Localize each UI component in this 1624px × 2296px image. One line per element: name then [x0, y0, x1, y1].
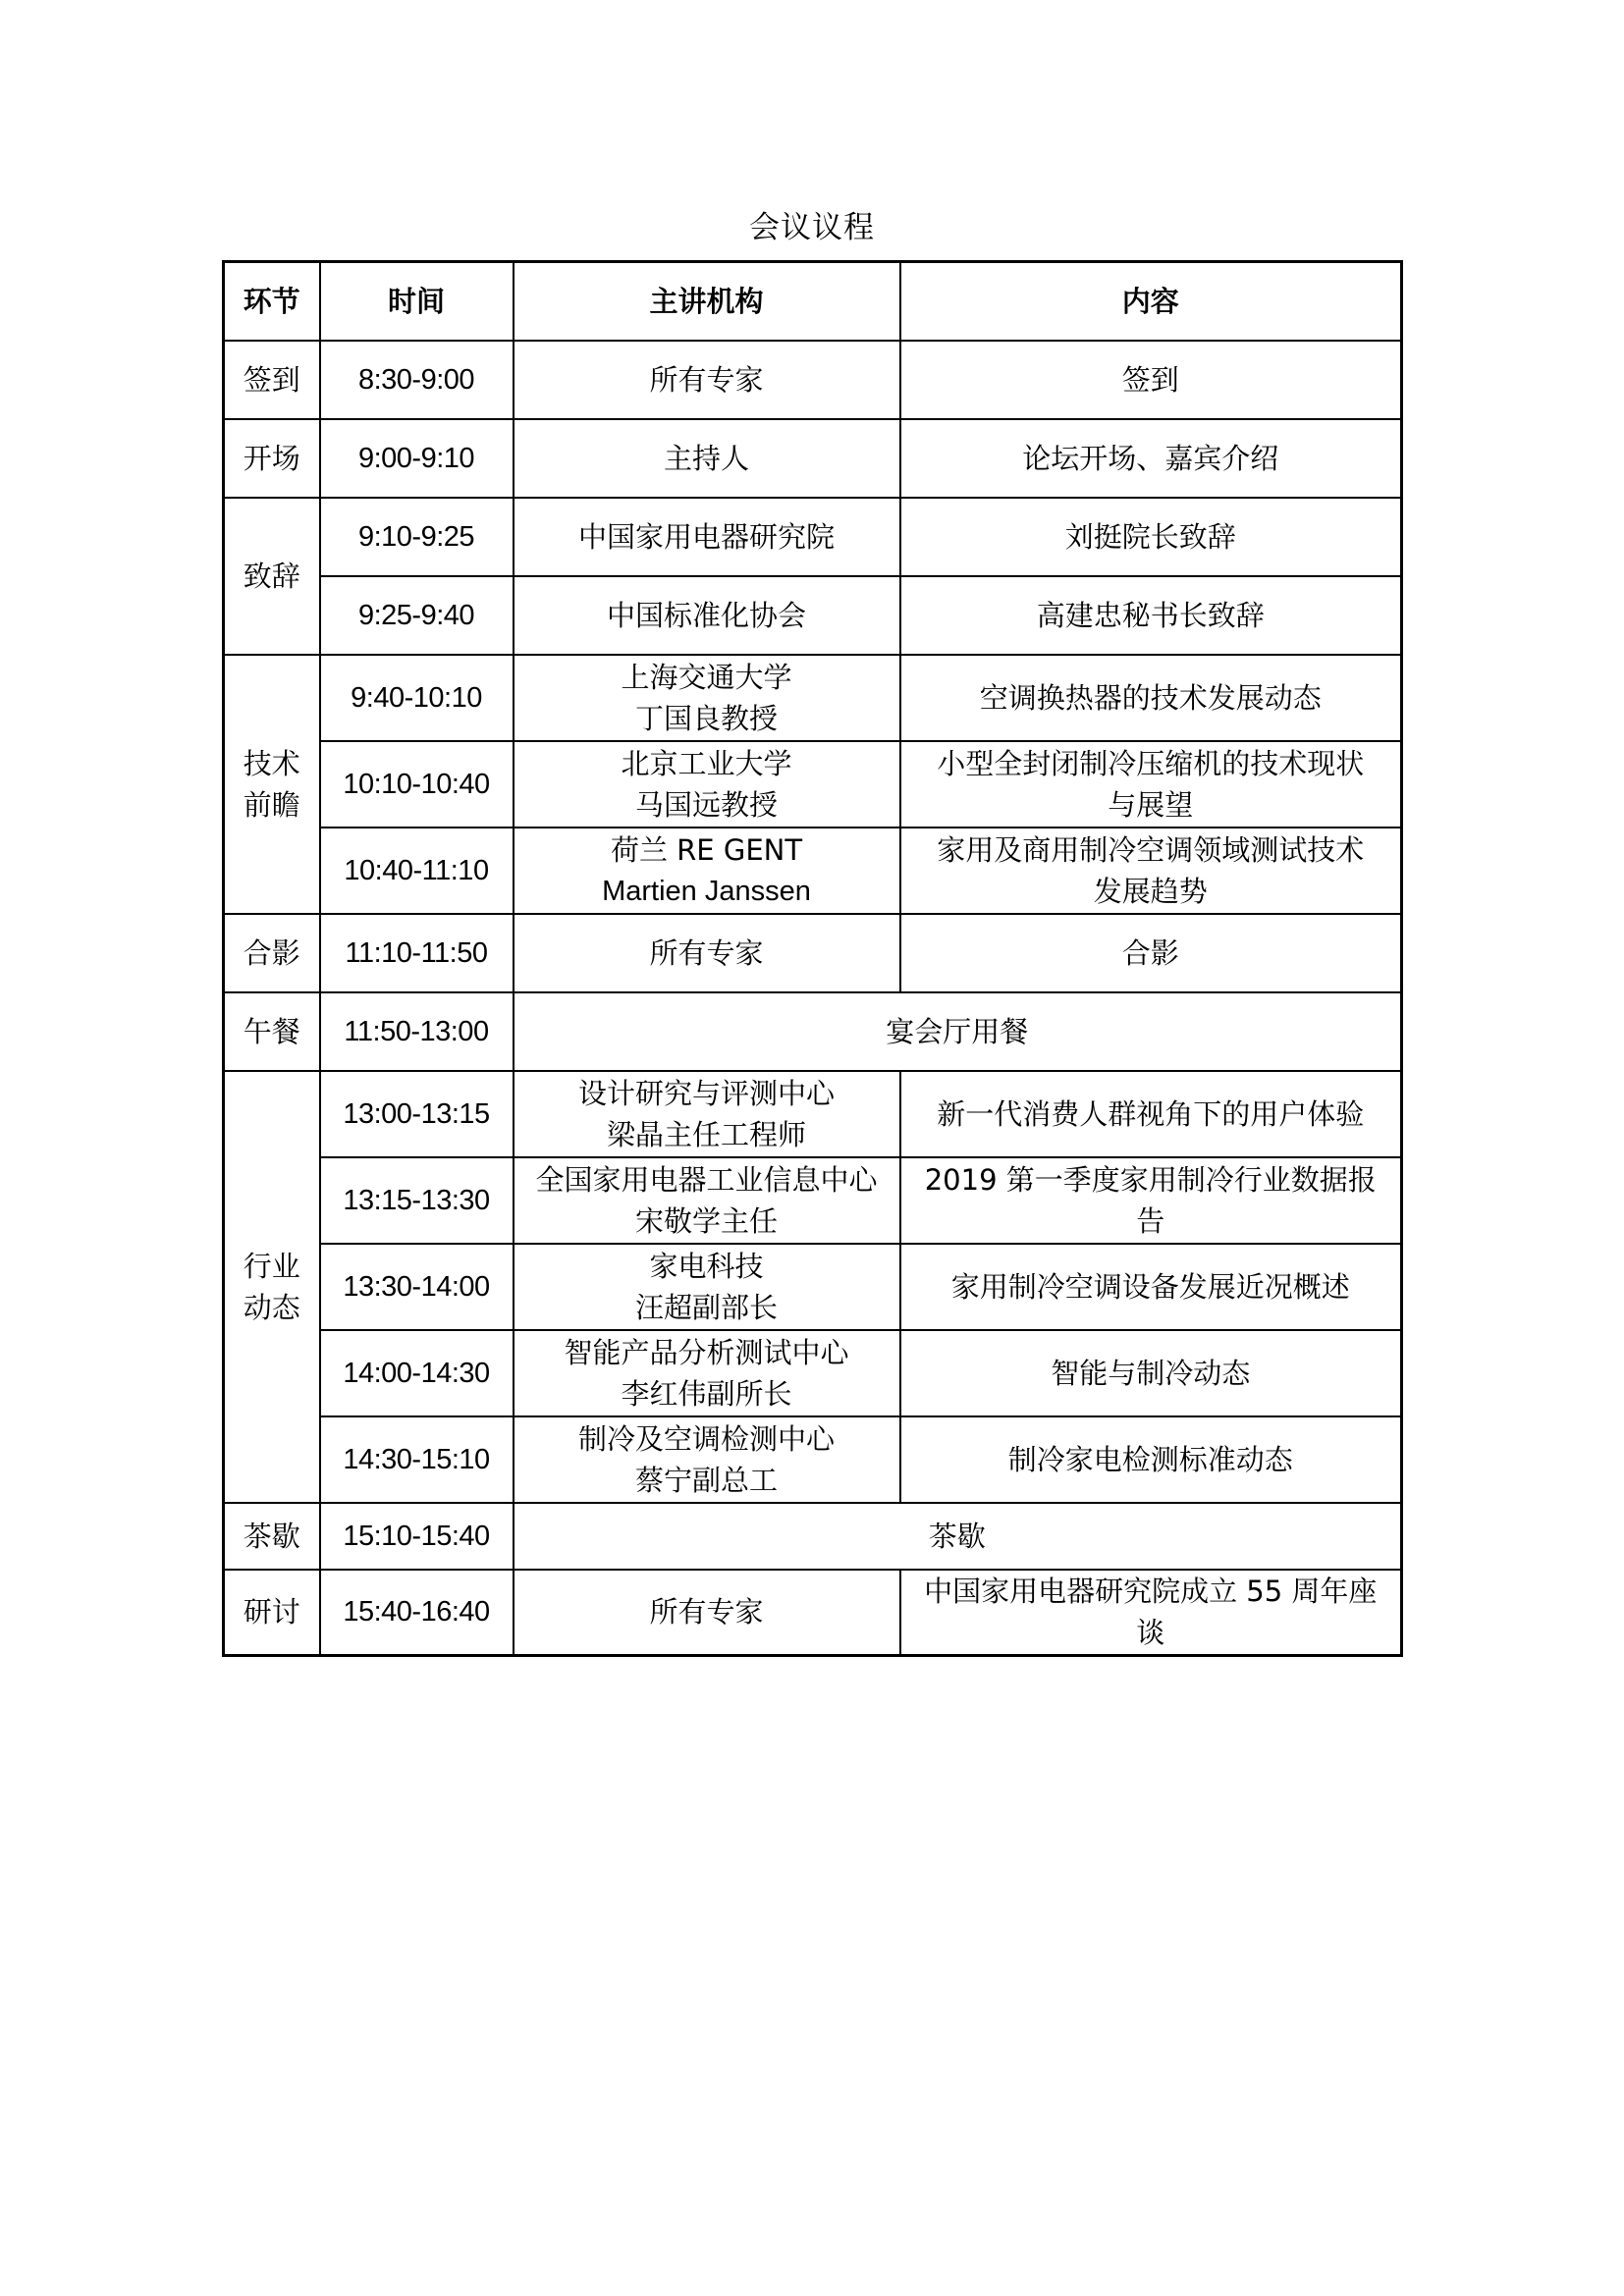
table-row — [224, 1071, 1402, 1157]
org-name: 设计研究与评测中心 — [577, 1076, 835, 1110]
speaker-name: 马国远教授 — [634, 787, 778, 822]
section-cell — [224, 655, 320, 914]
table-row — [224, 419, 1402, 498]
section-line: 前瞻 — [243, 787, 300, 822]
table-row — [224, 1330, 1402, 1416]
section-cell — [224, 1071, 320, 1503]
table-row — [224, 992, 1402, 1071]
time-cell: 15:10-15:40 — [320, 1503, 514, 1570]
time-cell: 9:25-9:40 — [320, 576, 514, 655]
content-cell — [900, 1157, 1402, 1244]
content-cell: 新一代消费人群视角下的用户体验 — [900, 1071, 1402, 1157]
section-cell: 开场 — [224, 419, 320, 498]
header-org: 主讲机构 — [514, 262, 900, 341]
content-cell: 签到 — [900, 341, 1402, 419]
section-cell: 合影 — [224, 914, 320, 992]
table-row — [224, 498, 1402, 576]
time-cell: 13:00-13:15 — [320, 1071, 514, 1157]
merged-cell: 茶歇 — [514, 1503, 1402, 1570]
time-cell: 8:30-9:00 — [320, 341, 514, 419]
org-name: 制冷及空调检测中心 — [577, 1421, 835, 1456]
time-cell: 15:40-16:40 — [320, 1570, 514, 1656]
speaker-name: 宋敬学主任 — [634, 1203, 778, 1238]
time-cell: 13:15-13:30 — [320, 1157, 514, 1244]
org-cell: 主持人 — [514, 419, 900, 498]
content-line: 家用及商用制冷空调领域测试技术 — [937, 832, 1365, 867]
content-cell: 制冷家电检测标准动态 — [900, 1416, 1402, 1503]
org-cell: 所有专家 — [514, 1570, 900, 1656]
table-row — [224, 576, 1402, 655]
section-line: 行业 — [243, 1249, 300, 1283]
content-cell: 家用制冷空调设备发展近况概述 — [900, 1244, 1402, 1330]
content-line: 2019 第一季度家用制冷行业数据报 — [924, 1162, 1377, 1197]
time-cell: 9:40-10:10 — [320, 655, 514, 741]
org-name: 北京工业大学 — [621, 746, 792, 780]
time-cell: 9:00-9:10 — [320, 419, 514, 498]
speaker-name: 丁国良教授 — [634, 701, 778, 735]
content-line: 中国家用电器研究院成立 55 周年座 — [924, 1575, 1378, 1609]
table-row — [224, 1503, 1402, 1570]
org-cell — [514, 1071, 900, 1157]
org-name: 上海交通大学 — [621, 660, 792, 694]
org-cell — [514, 1416, 900, 1503]
content-cell: 智能与制冷动态 — [900, 1330, 1402, 1416]
org-cell — [514, 1244, 900, 1330]
speaker-name: 梁晶主任工程师 — [606, 1117, 806, 1151]
content-cell — [900, 741, 1402, 828]
table-row — [224, 1157, 1402, 1244]
content-line: 与展望 — [1108, 787, 1194, 822]
org-cell: 中国家用电器研究院 — [514, 498, 900, 576]
content-line: 谈 — [1136, 1616, 1165, 1650]
time-cell: 14:00-14:30 — [320, 1330, 514, 1416]
speaker-name: 李红伟副所长 — [621, 1376, 792, 1411]
header-time: 时间 — [320, 262, 514, 341]
org-cell — [514, 1157, 900, 1244]
content-cell: 论坛开场、嘉宾介绍 — [900, 419, 1402, 498]
time-cell: 11:10-11:50 — [320, 914, 514, 992]
time-cell: 10:10-10:40 — [320, 741, 514, 828]
content-cell — [900, 828, 1402, 914]
time-cell: 9:10-9:25 — [320, 498, 514, 576]
time-cell: 11:50-13:00 — [320, 992, 514, 1071]
org-cell: 中国标准化协会 — [514, 576, 900, 655]
time-cell: 10:40-11:10 — [320, 828, 514, 914]
table-row — [224, 741, 1402, 828]
speaker-name: 汪超副部长 — [634, 1290, 778, 1324]
merged-cell: 宴会厅用餐 — [514, 992, 1402, 1071]
section-cell: 午餐 — [224, 992, 320, 1071]
table-row — [224, 655, 1402, 741]
page-title: 会议议程 — [749, 210, 875, 245]
org-cell — [514, 655, 900, 741]
org-cell — [514, 1330, 900, 1416]
org-name: 家电科技 — [649, 1249, 764, 1283]
table-row — [224, 828, 1402, 914]
org-name: 全国家用电器工业信息中心 — [535, 1162, 878, 1197]
agenda-table — [222, 260, 1403, 1657]
content-cell — [900, 1570, 1402, 1656]
section-cell: 签到 — [224, 341, 320, 419]
org-cell — [514, 741, 900, 828]
table-row — [224, 914, 1402, 992]
content-cell: 刘挺院长致辞 — [900, 498, 1402, 576]
content-line: 告 — [1136, 1203, 1165, 1238]
section-line: 技术 — [243, 746, 300, 780]
content-cell: 高建忠秘书长致辞 — [900, 576, 1402, 655]
speaker-name: Martien Janssen — [602, 875, 811, 907]
content-cell: 空调换热器的技术发展动态 — [900, 655, 1402, 741]
content-line: 小型全封闭制冷压缩机的技术现状 — [937, 746, 1365, 780]
org-cell — [514, 828, 900, 914]
content-line: 发展趋势 — [1093, 874, 1208, 908]
org-cell: 所有专家 — [514, 341, 900, 419]
time-cell: 13:30-14:00 — [320, 1244, 514, 1330]
org-cell: 所有专家 — [514, 914, 900, 992]
table-row — [224, 1416, 1402, 1503]
org-name: 智能产品分析测试中心 — [564, 1335, 849, 1369]
header-section: 环节 — [224, 262, 320, 341]
table-row — [224, 1570, 1402, 1656]
table-row — [224, 341, 1402, 419]
content-cell: 合影 — [900, 914, 1402, 992]
time-cell: 14:30-15:10 — [320, 1416, 514, 1503]
section-cell: 研讨 — [224, 1570, 320, 1656]
section-cell: 致辞 — [224, 498, 320, 655]
section-line: 动态 — [243, 1290, 300, 1324]
table-header-row — [224, 262, 1402, 341]
speaker-name: 蔡宁副总工 — [634, 1463, 778, 1497]
section-cell: 茶歇 — [224, 1503, 320, 1570]
table-row — [224, 1244, 1402, 1330]
header-content: 内容 — [900, 262, 1402, 341]
org-name: 荷兰 RE GENT — [610, 832, 803, 867]
